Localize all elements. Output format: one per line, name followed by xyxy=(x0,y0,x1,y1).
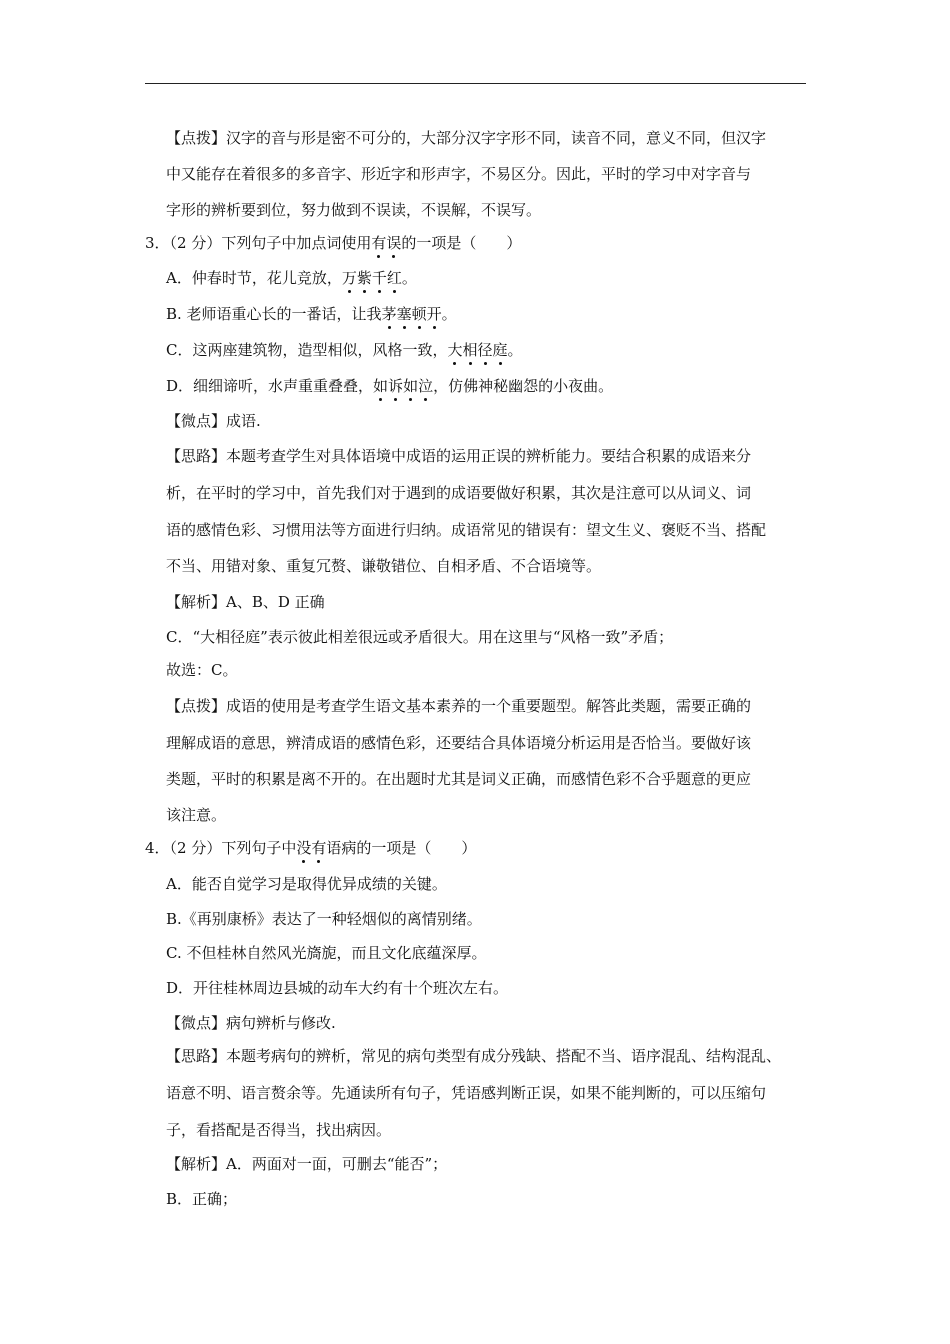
q3-option-d: D．细细谛听，水声重重叠叠，如诉如泣，仿佛神秘幽怨的小夜曲。 xyxy=(166,377,614,395)
emphasis-dot-char: 有 xyxy=(371,234,387,252)
emphasis-dot-char: 红 xyxy=(386,269,402,287)
q3-point: 【微点】成语. xyxy=(166,412,261,430)
q4-idea-line-1: 【思路】本题考病句的辨析，常见的病句类型有成分残缺、搭配不当、语序混乱、结构混乱、 xyxy=(166,1047,782,1065)
q3-tip-line-4: 该注意。 xyxy=(166,806,227,824)
q4-stem: 4．（2 分）下列句子中没有语病的一项是（ ） xyxy=(145,839,477,857)
q4-analysis-line-1: 【解析】A．两面对一面，可删去“能否”； xyxy=(166,1155,448,1173)
q3-idea-line-3: 语的感情色彩、习惯用法等方面进行归纳。成语常见的错误有：望文生义、褒贬不当、搭配 xyxy=(166,521,767,539)
q4-option-a: A．能否自觉学习是取得优异成绩的关键。 xyxy=(166,875,447,893)
emphasis-dot-char: 没 xyxy=(296,839,312,857)
q4-point: 【微点】病句辨析与修改. xyxy=(166,1014,336,1032)
emphasis-dot-char: 泣 xyxy=(418,377,434,395)
q3-analysis-line-1: 【解析】A、B、D 正确 xyxy=(166,593,325,611)
q3-option-b: B. 老师语重心长的一番话，让我茅塞顿开。 xyxy=(166,305,457,323)
q3-stem: 3．（2 分）下列句子中加点词使用有误的一项是（ ） xyxy=(145,234,522,252)
q4-option-d: D．开往桂林周边县城的动车大约有十个班次左右。 xyxy=(166,979,509,997)
emphasis-dot-char: 误 xyxy=(386,234,402,252)
emphasis-dot-char: 庭 xyxy=(492,341,508,359)
q4-idea-line-3: 子，看搭配是否得当，找出病因。 xyxy=(166,1121,392,1139)
q4-analysis-line-2: B．正确； xyxy=(166,1190,238,1208)
emphasis-dot-char: 大 xyxy=(447,341,463,359)
q3-idea-line-1: 【思路】本题考查学生对具体语境中成语的运用正误的辨析能力。要结合积累的成语来分 xyxy=(166,447,752,465)
emphasis-dot-char: 径 xyxy=(477,341,493,359)
emphasis-dot-char: 诉 xyxy=(388,377,404,395)
emphasis-dot-char: 紫 xyxy=(356,269,372,287)
emphasis-dot-char: 塞 xyxy=(396,305,412,323)
emphasis-dot-char: 相 xyxy=(462,341,478,359)
q3-tip-line-1: 【点拨】成语的使用是考查学生语文基本素养的一个重要题型。解答此类题，需要正确的 xyxy=(166,697,752,715)
q2-tip-line-1: 【点拨】汉字的音与形是密不可分的，大部分汉字字形不同，读音不同，意义不同，但汉字 xyxy=(166,129,767,147)
emphasis-dot-char: 有 xyxy=(311,839,327,857)
emphasis-dot-char: 开 xyxy=(426,305,442,323)
header-rule xyxy=(145,83,806,84)
q2-tip-line-2: 中又能存在着很多的多音字、形近字和形声字，不易区分。因此，平时的学习中对字音与 xyxy=(166,165,752,183)
q3-idea-line-2: 析，在平时的学习中，首先我们对于遇到的成语要做好积累，其次是注意可以从词义、词 xyxy=(166,484,752,502)
q2-tip-line-3: 字形的辨析要到位，努力做到不误读，不误解，不误写。 xyxy=(166,201,542,219)
emphasis-dot-char: 顿 xyxy=(411,305,427,323)
q3-analysis-line-2: C．“大相径庭”表示彼此相差很远或矛盾很大。用在这里与“风格一致”矛盾； xyxy=(166,628,674,646)
emphasis-dot-char: 千 xyxy=(371,269,387,287)
q4-idea-line-2: 语意不明、语言赘余等。先通读所有句子，凭语感判断正误，如果不能判断的，可以压缩句 xyxy=(166,1084,767,1102)
q4-option-b: B.《再别康桥》表达了一种轻烟似的离情别绪。 xyxy=(166,910,482,928)
emphasis-dot-char: 如 xyxy=(403,377,419,395)
q3-option-a: A．仲春时节，花儿竞放，万紫千红。 xyxy=(166,269,417,287)
emphasis-dot-char: 如 xyxy=(373,377,389,395)
q4-option-c: C. 不但桂林自然风光旖旎，而且文化底蕴深厚。 xyxy=(166,944,487,962)
q3-analysis-line-3: 故选：C。 xyxy=(166,661,238,679)
emphasis-dot-char: 万 xyxy=(341,269,357,287)
q3-idea-line-4: 不当、用错对象、重复冗赘、谦敬错位、自相矛盾、不合语境等。 xyxy=(166,557,602,575)
emphasis-dot-char: 茅 xyxy=(381,305,397,323)
q3-tip-line-3: 类题，平时的积累是离不开的。在出题时尤其是词义正确，而感情色彩不合乎题意的更应 xyxy=(166,770,752,788)
q3-tip-line-2: 理解成语的意思，辨清成语的感情色彩，还要结合具体语境分析运用是否恰当。要做好该 xyxy=(166,734,752,752)
q3-option-c: C．这两座建筑物，造型相似，风格一致，大相径庭。 xyxy=(166,341,523,359)
